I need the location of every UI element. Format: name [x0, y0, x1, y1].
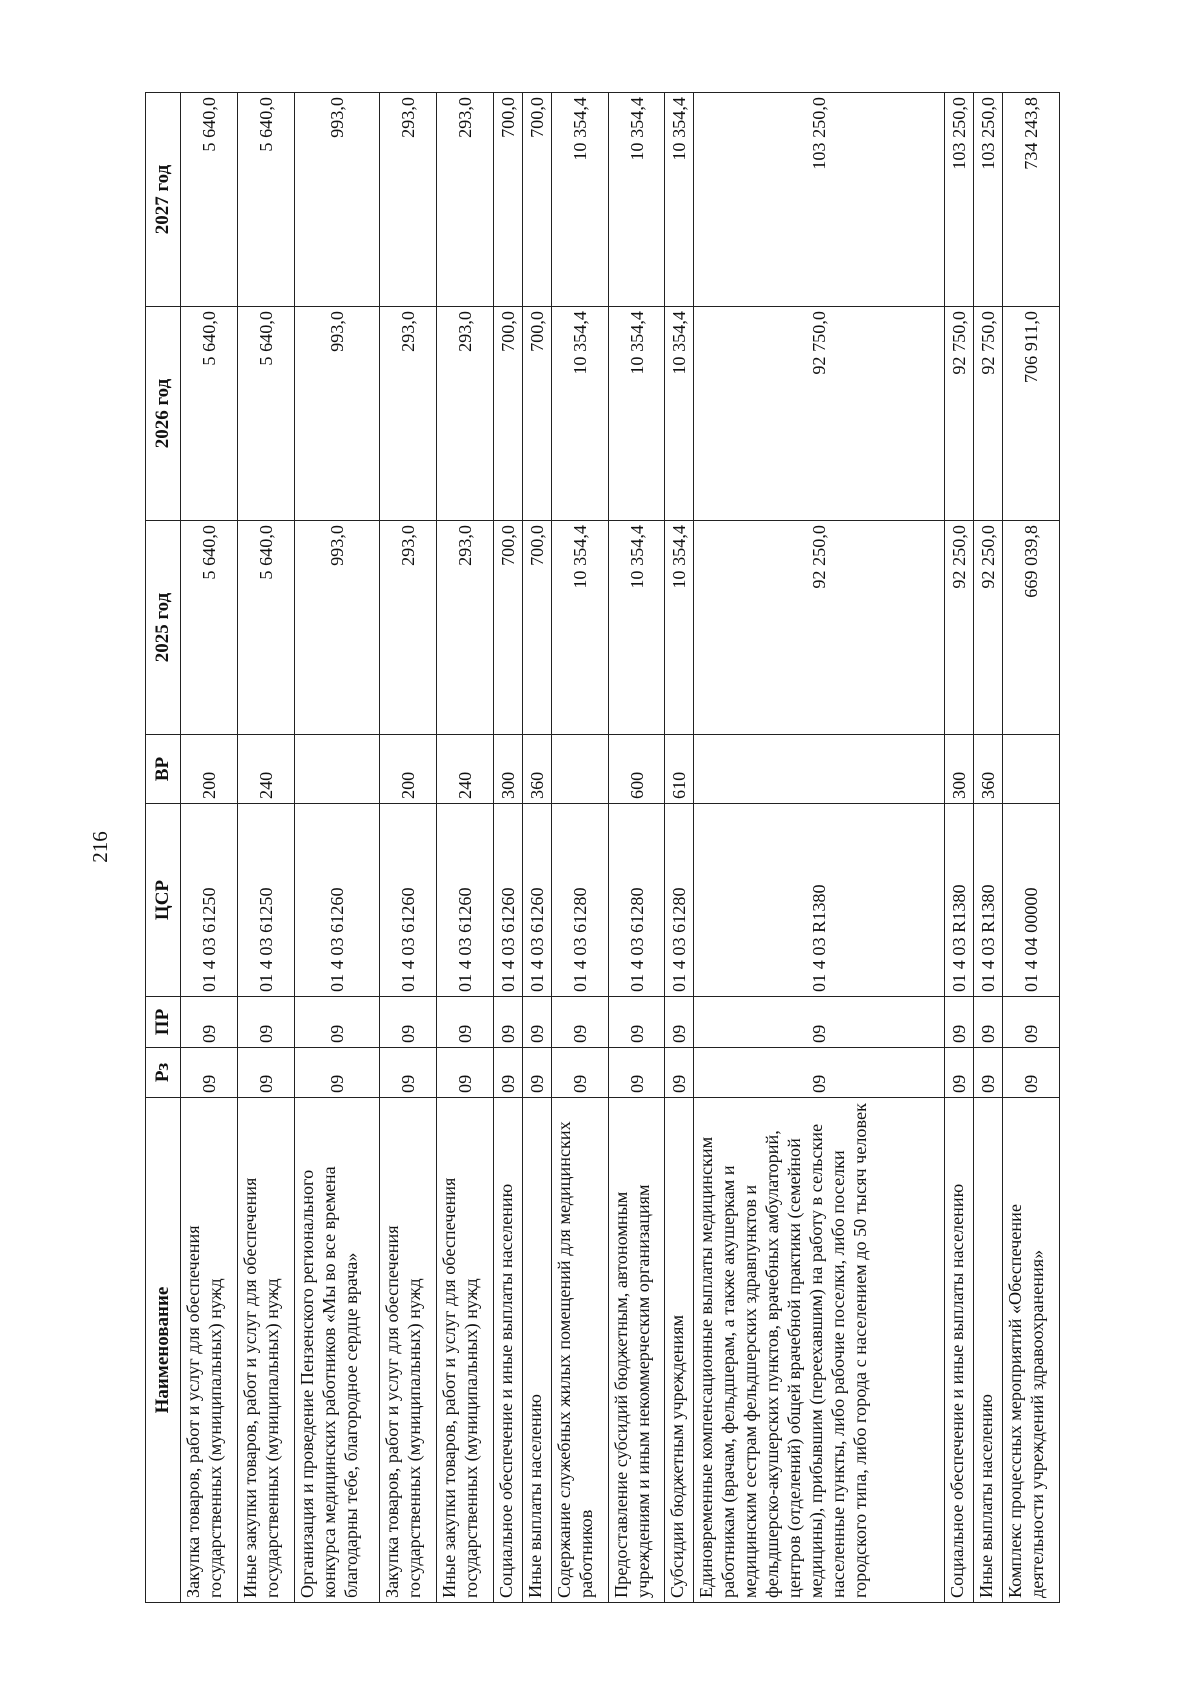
row-csr: 01 4 03 61260: [379, 804, 436, 997]
row-rz: 09: [974, 1048, 1003, 1098]
row-pr: 09: [608, 997, 665, 1048]
table-row: [436, 93, 493, 1603]
row-csr: 01 4 03 R1380: [694, 804, 945, 997]
row-2025: 700,0: [493, 521, 522, 735]
row-pr: 09: [974, 997, 1003, 1048]
table-row: [522, 93, 551, 1603]
row-vr: 200: [181, 735, 238, 804]
header-vr: ВР: [146, 735, 181, 804]
row-2027: 10 354,4: [665, 93, 694, 307]
row-csr: 01 4 03 61250: [181, 804, 238, 997]
row-vr: 600: [608, 735, 665, 804]
row-2027: 103 250,0: [694, 93, 945, 307]
row-pr: 09: [945, 997, 974, 1048]
row-pr: 09: [551, 997, 608, 1048]
row-rz: 09: [608, 1048, 665, 1098]
row-csr: 01 4 03 R1380: [945, 804, 974, 997]
table-row: [237, 93, 294, 1603]
row-2026: 293,0: [436, 307, 493, 521]
row-name: Иные выплаты населению: [522, 1098, 551, 1603]
row-rz: 09: [493, 1048, 522, 1098]
header-pr: ПР: [146, 997, 181, 1048]
row-2027: 993,0: [294, 93, 379, 307]
table-row: [974, 93, 1003, 1603]
row-2026: 10 354,4: [551, 307, 608, 521]
row-2027: 5 640,0: [237, 93, 294, 307]
budget-table: [145, 92, 1060, 1603]
header-2025: 2025 год: [146, 521, 181, 735]
row-rz: 09: [551, 1048, 608, 1098]
row-vr: [294, 735, 379, 804]
row-name: Иные закупки товаров, работ и услуг для обеспечения государственных (муниципальных) нужд: [436, 1098, 493, 1603]
row-csr: 01 4 03 61280: [608, 804, 665, 997]
row-2025: 92 250,0: [974, 521, 1003, 735]
row-2026: 700,0: [522, 307, 551, 521]
row-2025: 10 354,4: [608, 521, 665, 735]
row-vr: [694, 735, 945, 804]
row-name: Иные выплаты населению: [974, 1098, 1003, 1603]
row-name: Социальное обеспечение и иные выплаты населению: [945, 1098, 974, 1603]
row-2025: 10 354,4: [551, 521, 608, 735]
row-2025: 700,0: [522, 521, 551, 735]
row-2026: 10 354,4: [608, 307, 665, 521]
row-2026: 706 911,0: [1002, 307, 1059, 521]
row-2027: 700,0: [522, 93, 551, 307]
row-pr: 09: [694, 997, 945, 1048]
row-2026: 293,0: [379, 307, 436, 521]
table-row: [608, 93, 665, 1603]
table-row: [551, 93, 608, 1603]
row-pr: 09: [294, 997, 379, 1048]
row-pr: 09: [181, 997, 238, 1048]
row-pr: 09: [237, 997, 294, 1048]
row-vr: 300: [945, 735, 974, 804]
row-2026: 92 750,0: [694, 307, 945, 521]
table-row: [945, 93, 974, 1603]
row-rz: 09: [694, 1048, 945, 1098]
row-2025: 293,0: [379, 521, 436, 735]
row-csr: 01 4 03 61280: [665, 804, 694, 997]
row-vr: 200: [379, 735, 436, 804]
table-header-row: [146, 93, 181, 1603]
table-row: [294, 93, 379, 1603]
row-vr: 300: [493, 735, 522, 804]
row-rz: 09: [181, 1048, 238, 1098]
row-vr: 240: [237, 735, 294, 804]
table-row: [694, 93, 945, 1603]
row-vr: 360: [974, 735, 1003, 804]
row-name: Комплекс процессных мероприятий «Обеспечение деятельности учреждений здравоохранения»: [1002, 1098, 1059, 1603]
row-pr: 09: [665, 997, 694, 1048]
row-csr: 01 4 03 61260: [522, 804, 551, 997]
row-2026: 700,0: [493, 307, 522, 521]
row-rz: 09: [294, 1048, 379, 1098]
row-2026: 92 750,0: [945, 307, 974, 521]
row-pr: 09: [436, 997, 493, 1048]
row-2025: 5 640,0: [237, 521, 294, 735]
row-2026: 10 354,4: [665, 307, 694, 521]
row-csr: 01 4 03 R1380: [974, 804, 1003, 997]
row-pr: 09: [522, 997, 551, 1048]
row-vr: [1002, 735, 1059, 804]
row-rz: 09: [945, 1048, 974, 1098]
row-name: Единовременные компенсационные выплаты медицинским работникам (врачам, фельдшерам, а также акушеркам и медицинским сестрам фельдшерских здравпунктов и фельдшерско-акушерских пунктов, врачебных амбулаторий, центров (отделений) общей врачебной практики (семейной медицины), прибывшим (переехавшим) на работу в сельские населенные пункты, либо рабочие поселки, либо поселки городского типа, либо города с населением до 50 тысяч человек: [694, 1098, 945, 1603]
row-pr: 09: [1002, 997, 1059, 1048]
header-2027: 2027 год: [146, 93, 181, 307]
row-2027: 103 250,0: [974, 93, 1003, 307]
row-2026: 92 750,0: [974, 307, 1003, 521]
table-row: [181, 93, 238, 1603]
row-2026: 993,0: [294, 307, 379, 521]
row-vr: 240: [436, 735, 493, 804]
row-name: Закупка товаров, работ и услуг для обеспечения государственных (муниципальных) нужд: [379, 1098, 436, 1603]
row-2025: 92 250,0: [694, 521, 945, 735]
row-vr: 360: [522, 735, 551, 804]
row-name: Организация и проведение Пензенского регионального конкурса медицинских работников «Мы во все времена благодарны тебе, благородное сердце врача»: [294, 1098, 379, 1603]
row-2027: 10 354,4: [608, 93, 665, 307]
row-name: Иные закупки товаров, работ и услуг для обеспечения государственных (муниципальных) нужд: [237, 1098, 294, 1603]
row-rz: 09: [436, 1048, 493, 1098]
row-2026: 5 640,0: [237, 307, 294, 521]
row-vr: 610: [665, 735, 694, 804]
row-2025: 5 640,0: [181, 521, 238, 735]
header-2026: 2026 год: [146, 307, 181, 521]
row-name: Закупка товаров, работ и услуг для обеспечения государственных (муниципальных) нужд: [181, 1098, 238, 1603]
row-pr: 09: [379, 997, 436, 1048]
row-2025: 92 250,0: [945, 521, 974, 735]
header-csr: ЦСР: [146, 804, 181, 997]
row-csr: 01 4 04 00000: [1002, 804, 1059, 997]
row-rz: 09: [1002, 1048, 1059, 1098]
row-2025: 10 354,4: [665, 521, 694, 735]
table-row: [379, 93, 436, 1603]
row-name: Предоставление субсидий бюджетным, автономным учреждениям и иным некоммерческим организациям: [608, 1098, 665, 1603]
row-2027: 293,0: [379, 93, 436, 307]
row-2025: 669 039,8: [1002, 521, 1059, 735]
rotated-table-container: [145, 93, 1060, 1603]
row-csr: 01 4 03 61260: [436, 804, 493, 997]
header-rz: Рз: [146, 1048, 181, 1098]
row-2027: 293,0: [436, 93, 493, 307]
row-2027: 103 250,0: [945, 93, 974, 307]
page-number: 216: [88, 831, 112, 863]
row-rz: 09: [237, 1048, 294, 1098]
row-csr: 01 4 03 61260: [493, 804, 522, 997]
row-rz: 09: [522, 1048, 551, 1098]
row-name: Субсидии бюджетным учреждениям: [665, 1098, 694, 1603]
row-pr: 09: [493, 997, 522, 1048]
row-csr: 01 4 03 61260: [294, 804, 379, 997]
table-row: [1002, 93, 1059, 1603]
row-2025: 293,0: [436, 521, 493, 735]
table-row: [493, 93, 522, 1603]
row-2026: 5 640,0: [181, 307, 238, 521]
row-vr: [551, 735, 608, 804]
row-csr: 01 4 03 61250: [237, 804, 294, 997]
row-name: Содержание служебных жилых помещений для медицинских работников: [551, 1098, 608, 1603]
row-2027: 734 243,8: [1002, 93, 1059, 307]
row-2027: 5 640,0: [181, 93, 238, 307]
row-2027: 10 354,4: [551, 93, 608, 307]
row-rz: 09: [379, 1048, 436, 1098]
table-row: [665, 93, 694, 1603]
header-name: Наименование: [146, 1098, 181, 1603]
row-csr: 01 4 03 61280: [551, 804, 608, 997]
row-2027: 700,0: [493, 93, 522, 307]
row-name: Социальное обеспечение и иные выплаты населению: [493, 1098, 522, 1603]
row-2025: 993,0: [294, 521, 379, 735]
row-rz: 09: [665, 1048, 694, 1098]
